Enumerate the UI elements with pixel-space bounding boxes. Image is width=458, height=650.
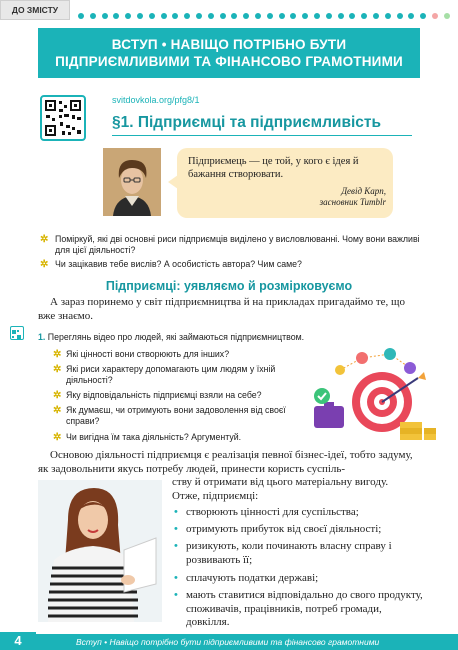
footer-running-title: Вступ • Навіщо потрібно бути підприємливими та фінансово грамотними xyxy=(76,637,380,647)
trait-item: • мають ставитися відповідально до свого продукту, споживачів, працівників, потреб громади, довкілля. xyxy=(174,589,423,628)
author-portrait xyxy=(103,148,161,216)
quote-author: Девід Карп, xyxy=(341,186,386,196)
qr-code[interactable] xyxy=(40,95,86,141)
target-illustration xyxy=(300,340,440,445)
gear-icon: ✲ xyxy=(53,390,62,401)
quote-author-role: засновник Tumblr xyxy=(319,197,386,207)
banner-line-2: ПІДПРИЄМЛИВИМИ ТА ФІНАНСОВО ГРАМОТНИМИ xyxy=(55,54,403,69)
task-item: ✲ Як думаєш, чи отримують вони задоволення від своєї справи? xyxy=(53,405,286,426)
subheading: Підприємці: уявляємо й розмірковуємо xyxy=(105,279,353,293)
trait-item: • сплачують податки державі; xyxy=(174,572,319,584)
gear-icon: ✲ xyxy=(53,432,62,443)
main-paragraph-part3: Отже, підприємці: xyxy=(172,490,259,502)
quote-attribution xyxy=(240,186,386,208)
bullet-icon: • xyxy=(174,540,178,552)
reflection-question: ✲ Чи зацікавив тебе вислів? А особистість автора? Чим саме? xyxy=(40,259,302,270)
woman-photo xyxy=(38,480,162,622)
section-title: §1. Підприємці та підприємливість xyxy=(112,114,382,131)
reflection-question: ✲ Поміркуй, які дві основні риси підприємців виділено у висловлюванні. Чому вони важливі для цієї діяльності? xyxy=(40,234,420,255)
gear-icon: ✲ xyxy=(40,234,49,245)
bullet-icon: • xyxy=(174,572,178,584)
section-title-underline xyxy=(112,135,412,136)
trait-item: • отримують прибуток від своєї діяльності; xyxy=(174,523,382,535)
bullet-icon: • xyxy=(174,523,178,535)
task-text: Переглянь відео про людей, які займаються підприємництвом. xyxy=(47,332,305,342)
task-item: ✲ Яку відповідальність підприємці взяли на себе? xyxy=(53,390,262,401)
bullet-icon: • xyxy=(174,589,178,601)
quote-text: Підприємець — це той, у кого є ідея й бажання створювати. xyxy=(188,156,359,180)
task-item: ✲ Які цінності вони створюють для інших? xyxy=(53,349,230,360)
intro-paragraph: А зараз поринемо у світ підприємництва й на прикладах пригадаймо те, що вже знаємо. xyxy=(38,296,406,322)
page-number: 4 xyxy=(0,632,36,650)
task-item: ✲ Чи вигідна їм така діяльність? Аргументуй. xyxy=(53,432,242,443)
task-item: ✲ Які риси характеру допомагають цим людям у їхній діяльності? xyxy=(53,364,276,385)
trait-item: • створюють цінності для суспільства; xyxy=(174,506,359,518)
gear-icon: ✲ xyxy=(40,259,49,270)
qr-url[interactable]: svitdovkola.org/pfg8/1 xyxy=(112,95,200,105)
banner-line-1: ВСТУП • НАВІЩО ПОТРІБНО БУТИ xyxy=(111,37,347,52)
gear-icon: ✲ xyxy=(53,364,62,375)
trait-item: • ризикують, коли починають власну справу і розвивають її; xyxy=(174,540,392,566)
video-link-icon[interactable] xyxy=(10,326,24,340)
gear-icon: ✲ xyxy=(53,349,62,360)
chapter-banner xyxy=(38,28,420,78)
qr-code-icon xyxy=(42,97,84,139)
toc-button[interactable]: ДО ЗМІСТУ xyxy=(0,0,70,20)
decorative-dots xyxy=(78,13,450,19)
main-paragraph-part2: ству й отримати від цього матеріальну вигоду. xyxy=(172,476,389,488)
main-paragraph-part1: Основою діяльності підприємця є реалізація певної бізнес-ідеї, тобто задуму, як задовольнити якусь потребу людей, принести користь суспіль- xyxy=(38,449,413,475)
task-number: 1. xyxy=(38,332,46,342)
gear-icon: ✲ xyxy=(53,405,62,416)
bullet-icon: • xyxy=(174,506,178,518)
